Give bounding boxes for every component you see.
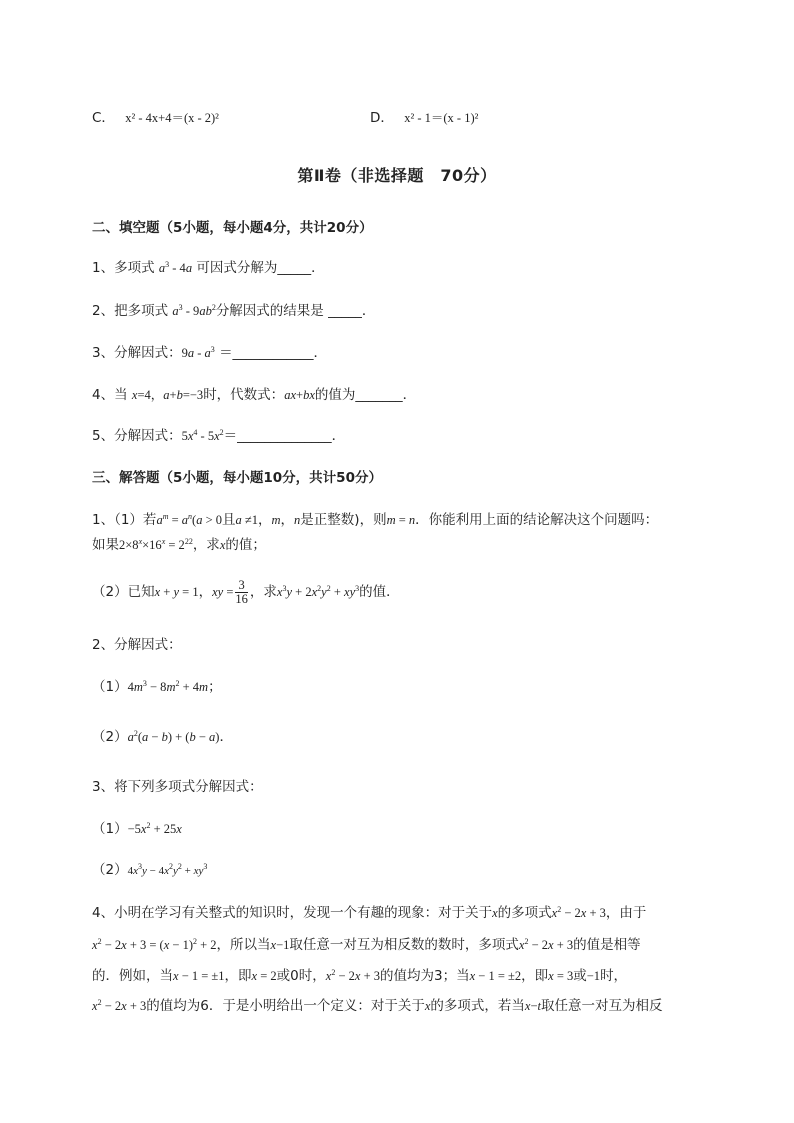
solve-question-2-part1: $(1)4m^3 - 8m^2 + 4m$； bbox=[92, 679, 222, 695]
fill-question-5: 5、分解因式：$5x^4$ - $5x^2=\_\_\_\_\_\_\_\_\_\_\_\_\_\_$． bbox=[92, 428, 346, 444]
solve-question-1-part2: （2）已知x + y = 1，xy = $\frac{3}{16}$ ，求$x^3y + 2x^2y^2 + xy^3$的值． bbox=[92, 577, 400, 606]
solve-question-2: 2、分解因式： bbox=[92, 637, 182, 653]
solve-question-4-line1: 4、小明在学习有关整式的知识时，发现一个有趣的现象：对于关于x的多项式$x^2 - 2x + 3$，由于 bbox=[92, 905, 647, 921]
solve-question-1-line2: 如果$2\times 8^x\times 16^x = 2^{22}$，求x的值； bbox=[92, 537, 266, 553]
option-c-expr: x² - 4x+4＝(x - 2)² bbox=[125, 111, 219, 125]
fill-question-1: 1、多项式 $a^3 - 4a$ 可因式分解为_____． bbox=[92, 260, 325, 276]
option-d-label: D． bbox=[370, 110, 394, 126]
option-c-label: C． bbox=[92, 110, 115, 126]
solve-question-4-line3: 的．例如，当x − 1 = ±1，即x = 2或0时，$x^2 - 2x + 3$的值均为3；当x − 1 = ±2，即x = 3或−1时， bbox=[92, 968, 628, 984]
fill-question-2: 2、把多项式 $a^3 - 9ab^2$分解因式的结果是 _____． bbox=[92, 303, 376, 319]
solve-question-4-line2: $x^2 - 2x + 3 = (x - 1)^2 + 2$，所以当x−1取任意一对互为相反数的数时，多项式$x^2 - 2x + 3$的值是相等 bbox=[92, 937, 641, 953]
option-c bbox=[92, 108, 219, 128]
solve-question-2-part2: $(2)a^2(a - b) + (b - a)$． bbox=[92, 729, 233, 745]
fill-question-3: 3、分解因式：$9a - a^3$ ＝____________． bbox=[92, 345, 328, 361]
option-d-expr: x² - 1＝(x - 1)² bbox=[404, 111, 479, 125]
fill-question-4: 4、当 x=4，a+b=−3时，代数式：ax+bx的值为_______． bbox=[92, 387, 417, 403]
solve-question-3: 3、将下列多项式分解因式： bbox=[92, 779, 263, 795]
section2-heading: 二、填空题（5小题，每小题4分，共计20分） bbox=[92, 220, 373, 236]
part2-title: 第Ⅱ卷（非选择题 70分） bbox=[297, 166, 497, 185]
section3-heading: 三、解答题（5小题，每小题10分，共计50分） bbox=[92, 470, 382, 486]
solve-question-4-line4: $x^2 - 2x + 3$的值均为6．于是小明给出一个定义：对于关于x的多项式，若当x−t取任意一对互为相反 bbox=[92, 998, 663, 1014]
solve-question-3-part1: $(1)-5x^2 + 25x$ bbox=[92, 821, 182, 837]
option-d bbox=[370, 108, 478, 128]
solve-question-1-line1: 1、（1）若$a^m = a^n(a > 0$且a ≠1，m，n是正整数)，则m = n．你能利用上面的结论解决这个问题吗： bbox=[92, 512, 659, 528]
solve-question-3-part2: $(2)4x^3y - 4x^2y^2 + xy^3$ bbox=[92, 862, 208, 878]
fraction-3-16: $\frac{3}{16}$ bbox=[235, 577, 248, 606]
